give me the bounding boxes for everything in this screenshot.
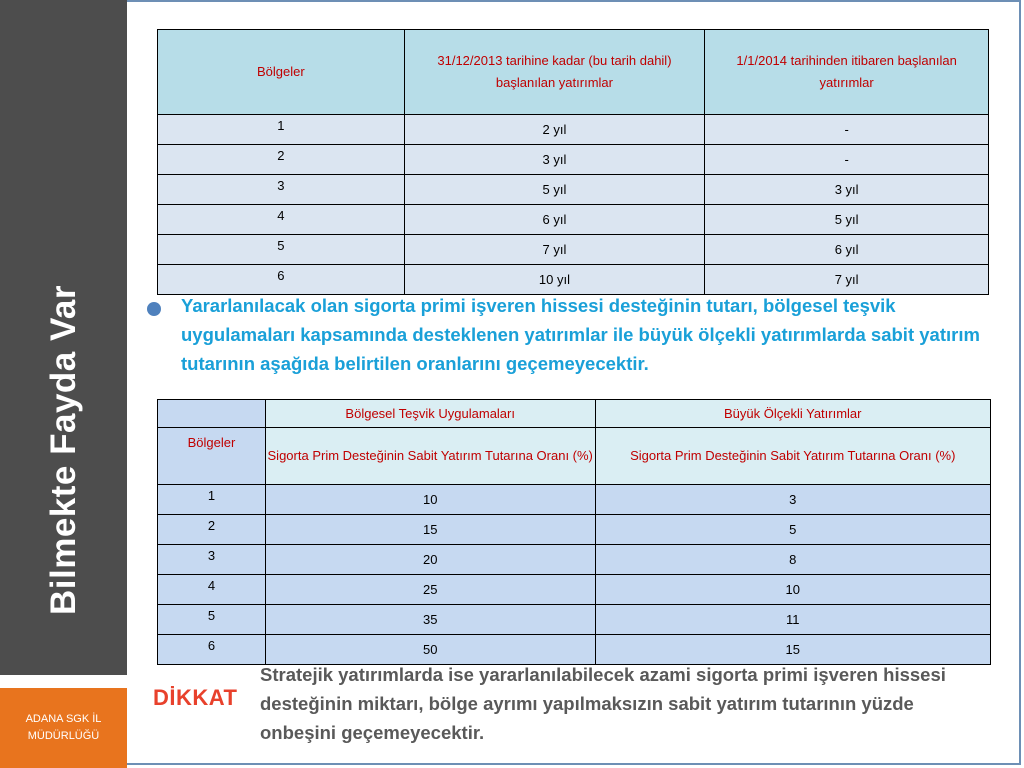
column-header: Bölgeler xyxy=(158,30,405,115)
table-cell: 3 yıl xyxy=(404,145,705,175)
column-header: Sigorta Prim Desteğinin Sabit Yatırım Tutarına Oranı (%) xyxy=(595,428,991,485)
table-cell: - xyxy=(705,145,989,175)
column-header-text: 1/1/2014 tarihinden itibaren başlanılan yatırımlar xyxy=(736,53,957,90)
table-cell: 20 xyxy=(265,545,595,575)
table-row xyxy=(158,605,991,635)
table-row xyxy=(158,205,989,235)
column-header: Sigorta Prim Desteğinin Sabit Yatırım Tutarına Oranı (%) xyxy=(265,428,595,485)
table-subheader-row xyxy=(158,428,991,485)
table-row xyxy=(158,175,989,205)
table-row xyxy=(158,575,991,605)
bullet-icon xyxy=(147,302,161,316)
column-header xyxy=(404,30,705,115)
table-cell: 5 xyxy=(158,605,266,635)
table-cell: 6 yıl xyxy=(404,205,705,235)
row-header: Bölgeler xyxy=(158,428,266,485)
table-row xyxy=(158,485,991,515)
table-cell: 2 yıl xyxy=(404,115,705,145)
table-cell: 1 xyxy=(158,115,405,145)
table-cell: 3 xyxy=(595,485,991,515)
column-header-text: 31/12/2013 tarihine kadar (bu tarih dahil) başlanılan yatırımlar xyxy=(437,53,672,90)
table-cell: 3 xyxy=(158,175,405,205)
regional-duration-table xyxy=(157,29,989,295)
table-cell: 5 xyxy=(158,235,405,265)
organization-badge xyxy=(0,688,127,768)
empty-header-cell xyxy=(158,400,266,428)
table-cell: 5 yıl xyxy=(705,205,989,235)
warning-label: DİKKAT xyxy=(153,685,238,710)
table-row xyxy=(158,145,989,175)
table-row xyxy=(158,235,989,265)
table-cell: 3 xyxy=(158,545,266,575)
table-cell: 4 xyxy=(158,205,405,235)
table-cell: 6 yıl xyxy=(705,235,989,265)
sidebar-title-container xyxy=(0,0,127,675)
table-cell: 6 xyxy=(158,265,405,295)
table-cell: 8 xyxy=(595,545,991,575)
sidebar-divider xyxy=(0,675,127,688)
table-cell: 25 xyxy=(265,575,595,605)
table-cell: 15 xyxy=(595,635,991,665)
table-cell: 35 xyxy=(265,605,595,635)
table-row xyxy=(158,515,991,545)
table-cell: - xyxy=(705,115,989,145)
table-group-header-row xyxy=(158,400,991,428)
table-cell: 10 xyxy=(595,575,991,605)
sidebar-title: Bilmekte Fayda Var xyxy=(43,284,83,615)
table-cell: 3 yıl xyxy=(705,175,989,205)
table-cell: 1 xyxy=(158,485,266,515)
table-cell: 5 xyxy=(595,515,991,545)
table-cell: 11 xyxy=(595,605,991,635)
table-cell: 6 xyxy=(158,635,266,665)
table-row xyxy=(158,545,991,575)
table-cell: 50 xyxy=(265,635,595,665)
table-cell: 10 yıl xyxy=(404,265,705,295)
table-cell: 5 yıl xyxy=(404,175,705,205)
table-row xyxy=(158,265,989,295)
group-header: Büyük Ölçekli Yatırımlar xyxy=(595,400,991,428)
column-header xyxy=(705,30,989,115)
table-cell: 10 xyxy=(265,485,595,515)
table-cell: 2 xyxy=(158,145,405,175)
table-cell: 15 xyxy=(265,515,595,545)
support-rate-table xyxy=(157,399,991,665)
table-cell: 7 yıl xyxy=(705,265,989,295)
info-paragraph: Yararlanılacak olan sigorta primi işveren hissesi desteğinin tutarı, bölgesel teşvik uygulamaları kapsamında desteklenen yatırımlar ile büyük ölçekli yatırımlarda sabit yatırım tutarının aşağıda belirtilen oranlarını geçemeyecektir. xyxy=(181,295,980,374)
table-header-row xyxy=(158,30,989,115)
organization-name: ADANA SGK İL MÜDÜRLÜĞÜ xyxy=(25,713,102,742)
table-cell: 4 xyxy=(158,575,266,605)
table-cell: 7 yıl xyxy=(404,235,705,265)
warning-text: Stratejik yatırımlarda ise yararlanılabilecek azami sigorta primi işveren hissesi desteğinin miktarı, bölge ayrımı yapılmaksızın sabit yatırım tutarının yüzde onbeşini geçemeyecektir. xyxy=(260,664,946,743)
table-row xyxy=(158,115,989,145)
table-cell: 2 xyxy=(158,515,266,545)
group-header: Bölgesel Teşvik Uygulamaları xyxy=(265,400,595,428)
